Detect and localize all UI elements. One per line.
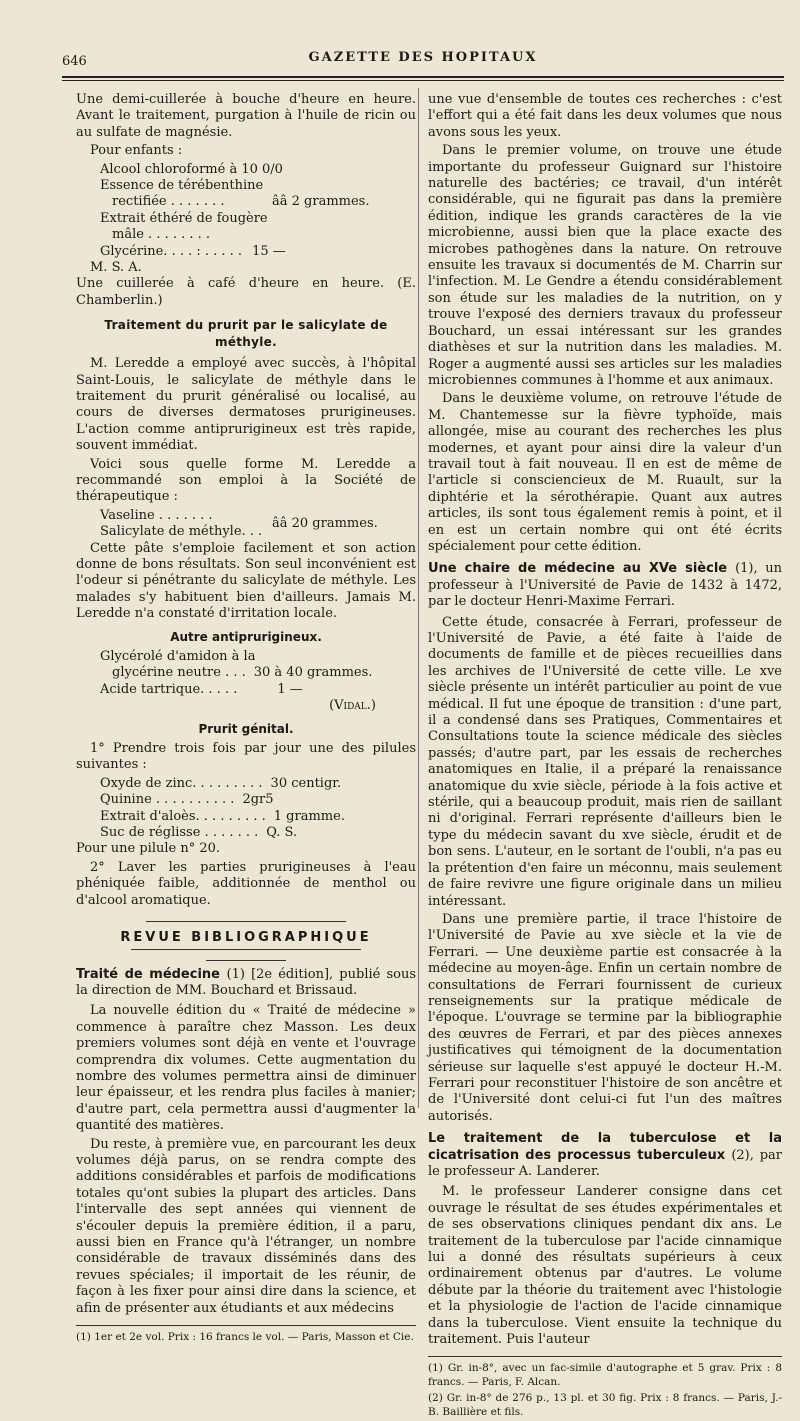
paragraph: Pour enfants :: [90, 143, 183, 159]
paragraph: M. Leredde a employé avec succès, à l'hôpital Saint-Louis, le salicylate de méthyle dans le traitement du prurit généralisé ou localisé, au cours de diverses dermatoses prurigineuses. L'action comme antiprurigineux est très rapide, souvent immédiat.: [76, 356, 416, 454]
ingredient-amount: ââ 20 grammes.: [272, 515, 378, 531]
ingredient: Glycérolé d'amidon à la: [100, 649, 256, 664]
footnote: (1) 1er et 2e vol. Prix : 16 francs le vol. — Paris, Masson et Cie.: [76, 1331, 414, 1344]
ingredient: Suc de réglisse . . . . . . .: [100, 825, 259, 841]
paragraph: Une cuillerée à café d'heure en heure. (E. Chamberlin.): [76, 276, 416, 308]
ingredient-row: [76, 792, 416, 808]
page-header: [62, 50, 784, 74]
ingredient: Extrait éthéré de fougère: [100, 210, 268, 226]
paragraph: Voici sous quelle forme M. Leredde a recommandé son emploi à la Société de thérapeutique :: [76, 456, 416, 505]
ingredient-amount: 1 gramme.: [273, 808, 345, 824]
footnote-rule: [428, 1356, 782, 1357]
ingredient-amount: ââ 2 grammes.: [272, 193, 370, 209]
ingredient-row: [76, 244, 416, 260]
ingredient: Essence de térébenthine: [100, 178, 264, 194]
column-divider: [418, 88, 419, 1108]
attribution: (Vidal.): [329, 698, 376, 714]
book-title-rest: (1) [2e édition], publié sous la direction de MM. Bouchard et Brissaud.: [76, 966, 417, 998]
paragraph: 2° Laver les parties prurigineuses à l'eau phéniquée faible, additionnée de menthol ou d'alcool aromatique.: [76, 859, 416, 908]
paragraph: Du reste, à première vue, en parcourant les deux volumes déjà parus, on se rendra compte des additions considérables et parfois de modifications totales qu'ont subies la plupart des articles. Dans l'intervalle des sept années qui viennent de s'écouler depuis la première édition, il a paru, aussi bien en France qu'à l'étranger, un nombre considérable de travaux disséminés dans des revues spéciales; il importait de les réunir, de façon à les fixer pour ainsi dire dans la science, et afin de présenter aux étudiants et aux médecins: [76, 1136, 416, 1316]
ingredient: Extrait d'aloès. . . . . . . . .: [100, 808, 266, 824]
ingredient-amount: 30 centigr.: [270, 775, 342, 791]
paragraph: Une demi-cuillerée à bouche d'heure en heure. Avant le traitement, purgation à l'huile de ricin ou au sulfate de magnésie.: [76, 92, 416, 140]
ingredient-row: [76, 665, 416, 681]
ingredient-row: [76, 682, 416, 698]
recipe-children: [76, 162, 416, 277]
section-heading: Traitement du prurit par le salicylate de méthyle.: [104, 318, 388, 349]
recipe-salicylate: [76, 508, 416, 541]
ingredient-amount: 1 —: [277, 681, 303, 697]
ingredient: rectifiée . . . . . . .: [112, 194, 225, 210]
paragraph: Cette étude, consacrée à Ferrari, professeur de l'Université de Pavie, a été faite à l'aide de documents de famille et de pièces recueillies dans les archives de l'Université de cette ville. Le xve siècle présente un intérêt particulier au point de vue médical. Il fut une époque de transition : d'une part, il a condensé dans ses Pratiques, Commentaires et Consultations toute la science médicale des siècles passés; d'autre part, par les essais de recherches anatomiques en Italie, il a préparé la renaissance anatomique du xvie siècle, période à la fois active et stérile, qui a beaucoup produit, mais rien de saillant ni d'original. Ferrari représente d'ailleurs bien le type du médecin savant du xve siècle, érudit et de bon sens. L'auteur, en le sortant de l'oubli, n'a pas eu la prétention d'en faire un méconnu, mais seulement de faire revivre une figure originale dans un milieu intéressant.: [428, 614, 782, 909]
ingredient: mâle . . . . . . . .: [112, 227, 211, 243]
journal-title: GAZETTE DES HOPITAUX: [308, 50, 538, 65]
ingredient-amount: 2gr5: [242, 792, 274, 808]
ingredient-amount: Q. S.: [266, 825, 298, 841]
book-title-main: Traité de médecine: [76, 966, 220, 982]
paragraph: M. le professeur Landerer consigne dans cet ouvrage le résultat de ses études expérimentales et de ses observations cliniques pendant dix ans. Le traitement de la tuberculose par l'acide cinnamique lui a donné des résultats supérieurs à ceux ordinairement obtenus par d'autres. Le volume débute par la théorie du traitement avec l'histologie et la physiologie de l'action de l'acide cinnamique dans la tuberculose. Vient ensuite la technique du traitement. Puis l'auteur: [428, 1184, 782, 1348]
ingredient: Oxyde de zinc. . . . . . . . .: [100, 775, 263, 791]
page-number: 646: [62, 54, 87, 69]
paragraph: Dans une première partie, il trace l'histoire de l'Université de Pavie au xve siècle et la vie de Ferrari. — Une deuxième partie est consacrée à la médecine au moyen-âge. Enfin un certain nombre de consultations de Ferrari fournissent de curieux renseignements sur la pratique médicale de l'époque. L'ouvrage se termine par la bibliographie des œuvres de Ferrari, et par des pièces annexes justificatives qui témoignent de la documentation sérieuse sur laquelle s'est appuyé le docteur H.-M. Ferrari pour reconstituer l'histoire de son ancêtre et de l'Université dont celui-ci fut l'un des maîtres autorisés.: [428, 911, 782, 1124]
book-title-main: Une chaire de médecine au XVe siècle: [428, 561, 728, 577]
paragraph: Dans le premier volume, on trouve une étude importante du professeur Guignard sur l'histoire naturelle des bactéries; ce travail, d'un intérêt considérable, qui ne figurait pas dans la première édition, indique les grands caractères de la vie microbienne, aussi bien que la place exacte des microbes pathogènes dans la nature. On retrouve ensuite les travaux si documentés de M. Charrin sur l'infection. M. Le Gendre a étendu considérablement son étude sur les maladies de la nutrition, on y trouve l'exposé des derniers travaux du professeur Bouchard, un essai intéressant sur les grandes diathèses et sur la nutrition dans les maladies. M. Roger a augmenté aussi ses articles sur les maladies microbiennes communes à l'homme et aux animaux.: [428, 143, 782, 388]
ingredient: Vaseline . . . . . . .: [100, 507, 213, 523]
footnote: (1) Gr. in-8°, avec un fac-simile d'autographe et 5 grav. Prix : 8 francs. — Paris, F. Alcan.: [428, 1362, 782, 1389]
ingredient-row: [76, 809, 416, 825]
footnote: (2) Gr. in-8° de 276 p., 13 pl. et 30 fig. Prix : 8 francs. — Paris, J.-B. Baillière et fils.: [428, 1392, 782, 1419]
left-column: [76, 92, 416, 1346]
book-title-main: Le traitement de la tuberculose et la cicatrisation des processus tuberculeux: [428, 1131, 782, 1163]
ingredient-amount: 30 à 40 grammes.: [253, 665, 373, 681]
book-title-rest: (2), par le professeur A. Landerer.: [428, 1147, 783, 1179]
ingredient: glycérine neutre . . .: [112, 665, 246, 681]
footnote-rule: [76, 1325, 416, 1326]
ingredient-row: [76, 776, 416, 792]
ingredient-amount: 15 —: [252, 243, 286, 259]
ingredient: M. S. A.: [90, 260, 142, 276]
paragraph: une vue d'ensemble de toutes ces recherches : c'est l'effort qui a été fait dans les deux volumes que nous avons sous les yeux.: [428, 92, 782, 140]
header-rule-thin: [62, 80, 784, 81]
right-column: [428, 92, 782, 1421]
paragraph: Cette pâte s'emploie facilement et son action donne de bons résultats. Son seul inconvénient est l'odeur si pénétrante du salicylate de méthyle. Les malades s'y habituent bien d'ailleurs. Jamais M. Leredde n'a constaté d'irritation locale.: [76, 540, 416, 622]
paragraph: 1° Prendre trois fois par jour une des pilules suivantes :: [76, 741, 416, 773]
ingredient: Alcool chloroformé à 10 0/0: [100, 161, 283, 177]
ingredient: Acide tartrique. . . . .: [100, 681, 238, 697]
ingredient: Quinine . . . . . . . . . .: [100, 792, 235, 808]
paragraph: Pour une pilule n° 20.: [76, 841, 221, 857]
section-heading: Autre antiprurigineux.: [170, 629, 322, 644]
ornament-rule: [146, 921, 346, 922]
book-title-rest: (1), un professeur à l'Université de Pavie de 1432 à 1472, par le docteur Henri-Maxime Ferrari.: [428, 561, 782, 610]
header-rule: [62, 76, 784, 78]
book-title: [428, 561, 782, 610]
section-heading: Prurit génital.: [198, 721, 294, 736]
ingredient: Salicylate de méthyle. . .: [100, 524, 263, 540]
ingredient: Glycérine. . . . : . . . . .: [100, 243, 243, 259]
revue-underline: [131, 949, 361, 950]
ingredient-row: [76, 825, 416, 841]
book-title: [76, 967, 416, 1000]
paragraph: Dans le deuxième volume, on retrouve l'étude de M. Chantemesse sur la fièvre typhoïde, mais allongée, mise au courant des recherches les plus modernes, et ayant pour ainsi dire la valeur d'un travail tout à fait nouveau. Il en est de même de l'article si consciencieux de M. Ruault, sur la diphtérie et la sérothérapie. Quant aux autres articles, ils sont tous également remis à point, et il en est un certain nombre qui ont été écrits spécialement pour cette édition.: [428, 391, 782, 554]
short-rule: [206, 960, 286, 961]
paragraph: La nouvelle édition du « Traité de médecine » commence à paraître chez Masson. Les deux premiers volumes sont déjà en vente et l'ouvrage comprendra dix volumes. Cette augmentation du nombre des volumes permettra ainsi de diminuer leur épaisseur, et les rendra plus faciles à manier; d'autre part, cela permettra aussi d'augmenter la quantité des matières.: [76, 1003, 416, 1134]
revue-heading: REVUE BIBLIOGRAPHIQUE: [120, 930, 372, 946]
